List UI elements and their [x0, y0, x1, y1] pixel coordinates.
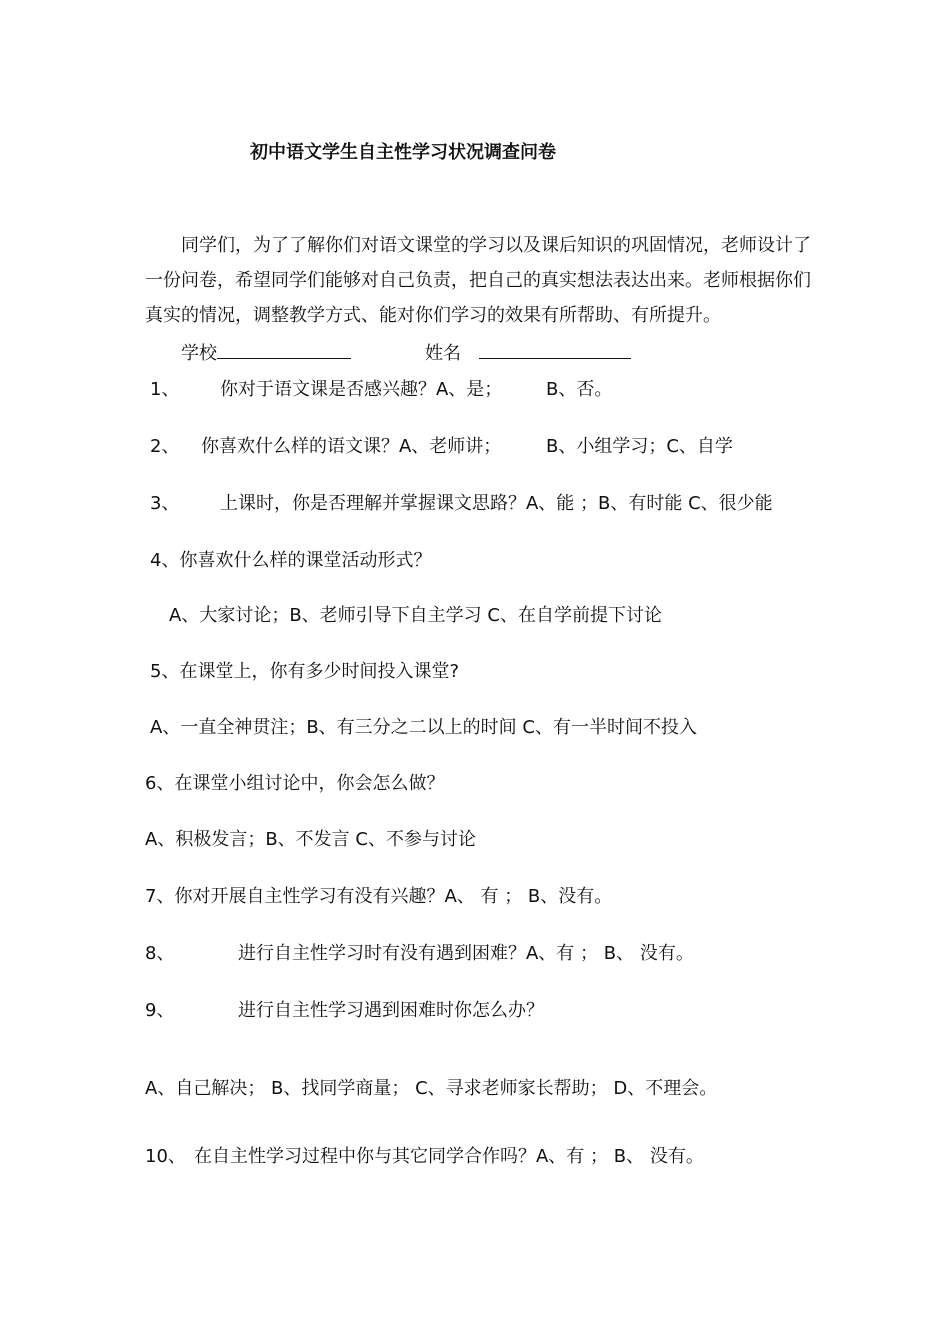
question-number: 9、 — [145, 1000, 175, 1021]
question-options: A、积极发言；B、不发言 C、不参与讨论 — [145, 829, 476, 850]
question-options: A、一直全神贯注；B、有三分之二以上的时间 C、有一半时间不投入 — [150, 717, 697, 738]
question-number: 5、 — [150, 661, 180, 682]
question-text: 进行自主性学习遇到困难时你怎么办？ — [238, 1000, 544, 1021]
question-number: 4、 — [150, 550, 180, 571]
question-text: 在自主性学习过程中你与其它同学合作吗？A、有 ； B、 没有。 — [194, 1146, 704, 1167]
question-text: 你喜欢什么样的语文课？A、老师讲； — [201, 436, 502, 457]
page-title: 初中语文学生自主性学习状况调查问卷 — [250, 142, 556, 163]
question-item — [145, 885, 612, 909]
question-text: 进行自主性学习时有没有遇到困难？A、有 ； B、 没有。 — [238, 943, 694, 964]
school-blank[interactable] — [217, 340, 351, 359]
question-item — [150, 549, 431, 573]
question-text: 你对开展自主性学习有没有兴趣？A、 有 ； B、没有。 — [174, 886, 613, 907]
question-text: 在课堂上，你有多少时间投入课堂? — [179, 661, 460, 682]
question-number: 8、 — [145, 943, 175, 964]
name-blank[interactable] — [479, 340, 631, 359]
question-text: 在课堂小组讨论中，你会怎么做？ — [174, 773, 445, 794]
question-item — [145, 772, 444, 796]
question-item — [150, 660, 459, 684]
question-text: 你对于语文课是否感兴趣？A、是； — [220, 379, 503, 400]
question-number: 2、 — [150, 436, 180, 457]
intro-paragraph: 同学们，为了了解你们对语文课堂的学习以及课后知识的巩固情况，老师设计了一份问卷，希望同学们能够对自己负责，把自己的真实想法表达出来。老师根据你们真实的情况，调整教学方式、能对你们学习的效果有所帮助、有所提升。 — [145, 235, 811, 326]
question-number: 7、 — [145, 886, 175, 907]
school-name-row — [181, 340, 631, 366]
question-number: 10、 — [145, 1146, 186, 1167]
name-label: 姓名 — [425, 343, 461, 364]
question-number: 3、 — [150, 493, 180, 514]
question-number: 6、 — [145, 773, 175, 794]
question-options: A、大家讨论；B、老师引导下自主学习 C、在自学前提下讨论 — [169, 605, 662, 626]
question-text: 你喜欢什么样的课堂活动形式？ — [179, 550, 432, 571]
question-option: B、小组学习；C、自学 — [546, 436, 733, 457]
question-number: 1、 — [150, 379, 180, 400]
question-option: B、否。 — [546, 379, 613, 400]
question-text: 上课时，你是否理解并掌握课文思路？A、能 ；B、有时能 C、很少能 — [220, 493, 773, 514]
question-options: A、自己解决； B、找同学商量； C、寻求老师家长帮助； D、不理会。 — [145, 1078, 718, 1099]
school-label: 学校 — [181, 343, 217, 364]
